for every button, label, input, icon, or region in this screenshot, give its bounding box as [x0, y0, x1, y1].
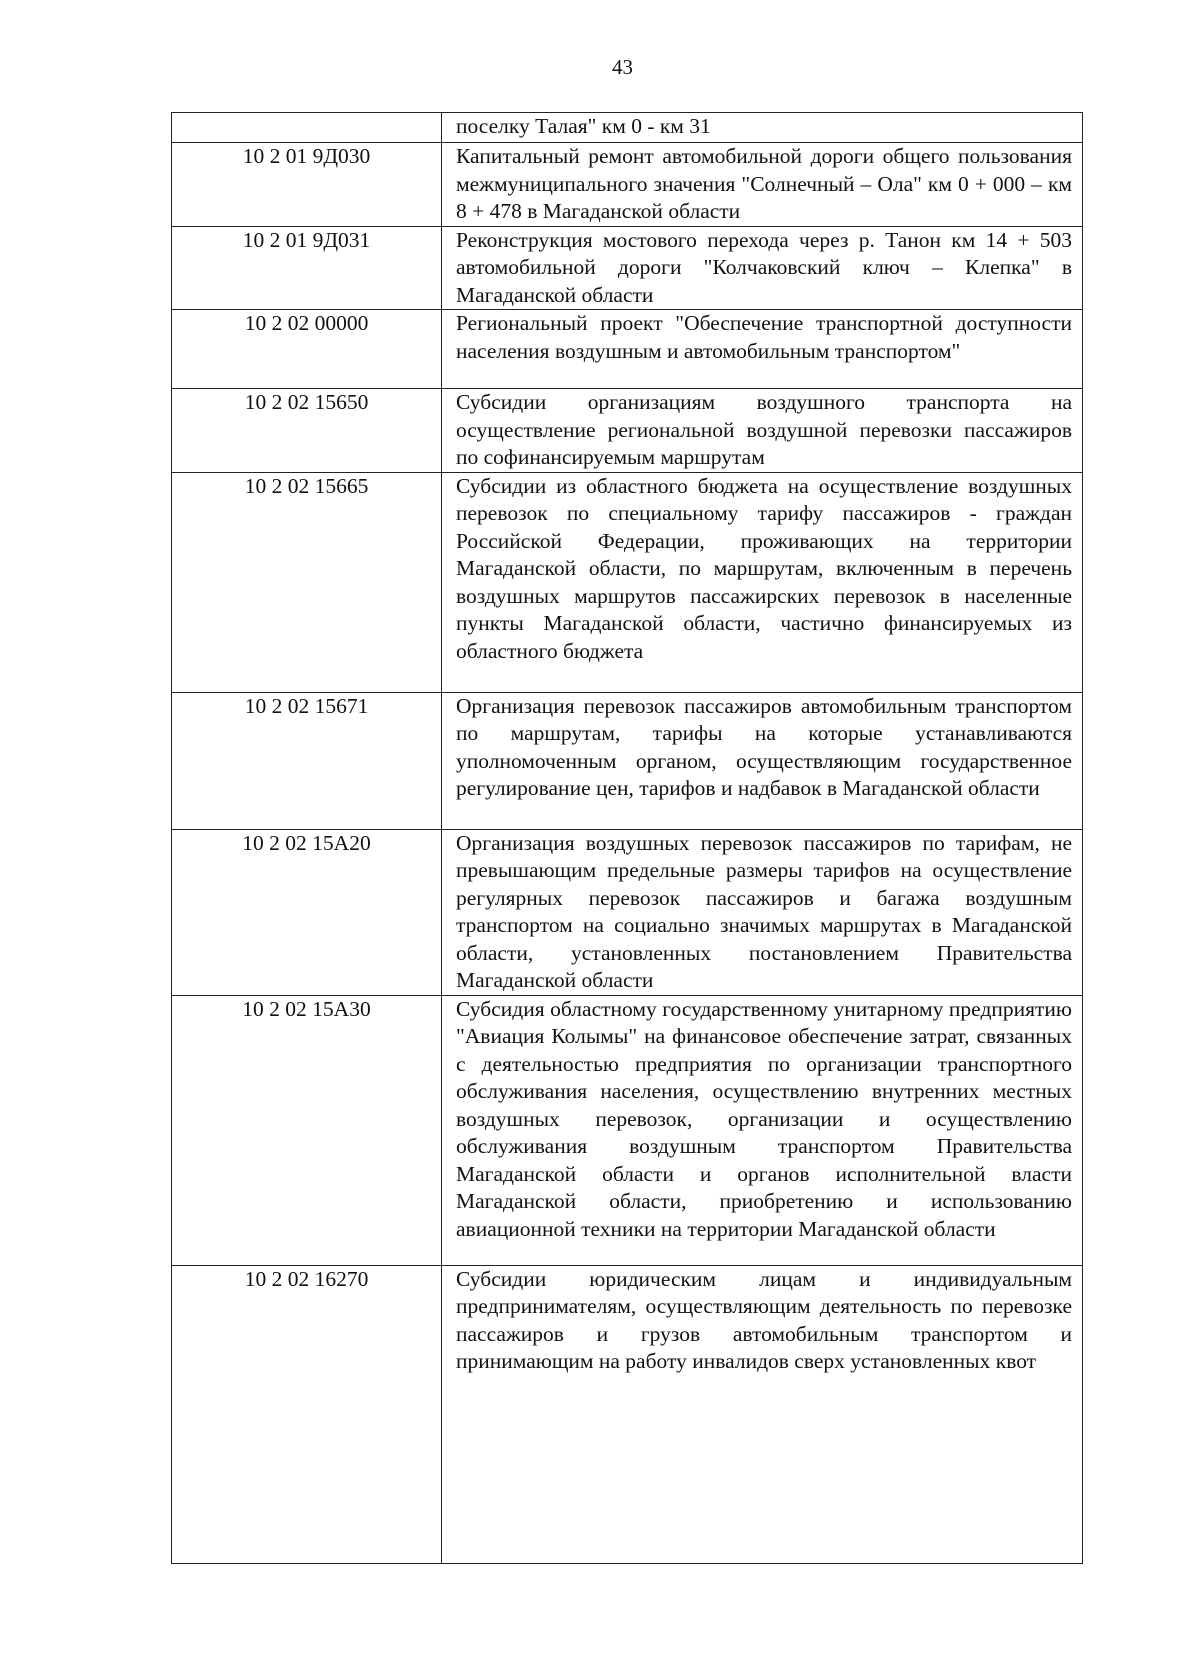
code-cell: 10 2 01 9Д031 — [172, 226, 442, 310]
page-number: 43 — [612, 55, 633, 79]
code-cell: 10 2 02 15А30 — [172, 995, 442, 1265]
description-cell: Реконструкция мостового перехода через р. Танон км 14 + 503 автомобильной дороги "Колчаковский ключ – Клепка" в Магаданской области — [442, 226, 1083, 310]
table-row — [172, 113, 1083, 143]
description-cell: Организация воздушных перевозок пассажиров по тарифам, не превышающим предельные размеры тарифов на осуществление регулярных перевозок пассажиров и багажа воздушным транспортом на социально значимых маршрутах в Магаданской области, установленных постановлением Правительства Магаданской области — [442, 829, 1083, 995]
description-cell: Организация перевозок пассажиров автомобильным транспортом по маршрутам, тарифы на которые устанавливаются уполномоченным органом, осуществляющим государственное регулирование цен, тарифов и надбавок в Магаданской области — [442, 692, 1083, 829]
code-cell: 10 2 02 15671 — [172, 692, 442, 829]
description-cell: Капитальный ремонт автомобильной дороги общего пользования межмуниципального значения "Солнечный – Ола" км 0 + 000 – км 8 + 478 в Магаданской области — [442, 143, 1083, 227]
table-row — [172, 310, 1083, 389]
description-cell: Региональный проект "Обеспечение транспортной доступности населения воздушным и автомобильным транспортом" — [442, 310, 1083, 389]
code-cell: 10 2 02 00000 — [172, 310, 442, 389]
table-row — [172, 389, 1083, 473]
table-row — [172, 1265, 1083, 1564]
code-cell: 10 2 02 15650 — [172, 389, 442, 473]
code-cell: 10 2 02 15665 — [172, 472, 442, 692]
table-row — [172, 692, 1083, 829]
table-row — [172, 472, 1083, 692]
description-cell: Субсидия областному государственному унитарному предприятию "Авиация Колымы" на финансовое обеспечение затрат, связанных с деятельностью предприятия по организации транспортного обслуживания населения, осуществлению внутренних местных воздушных перевозок, организации и осуществлению обслуживания воздушным транспортом Правительства Магаданской области и органов исполнительной власти Магаданской области, приобретению и использованию авиационной техники на территории Магаданской области — [442, 995, 1083, 1265]
budget-classification-table — [171, 112, 1083, 1564]
table-row — [172, 995, 1083, 1265]
description-cell: Субсидии из областного бюджета на осуществление воздушных перевозок по специальному тарифу пассажиров - граждан Российской Федерации, проживающих на территории Магаданской области, по маршрутам, включенным в перечень воздушных маршрутов пассажирских перевозок в населенные пункты Магаданской области, частично финансируемых из областного бюджета — [442, 472, 1083, 692]
table-row — [172, 143, 1083, 227]
code-cell: 10 2 01 9Д030 — [172, 143, 442, 227]
code-cell: 10 2 02 15А20 — [172, 829, 442, 995]
code-cell: 10 2 02 16270 — [172, 1265, 442, 1564]
description-cell: Субсидии организациям воздушного транспорта на осуществление региональной воздушной перевозки пассажиров по софинансируемым маршрутам — [442, 389, 1083, 473]
code-cell — [172, 113, 442, 143]
description-cell: Субсидии юридическим лицам и индивидуальным предпринимателям, осуществляющим деятельность по перевозке пассажиров и грузов автомобильным транспортом и принимающим на работу инвалидов сверх установленных квот — [442, 1265, 1083, 1564]
table-row — [172, 226, 1083, 310]
description-cell: поселку Талая" км 0 - км 31 — [442, 113, 1083, 143]
table-row — [172, 829, 1083, 995]
